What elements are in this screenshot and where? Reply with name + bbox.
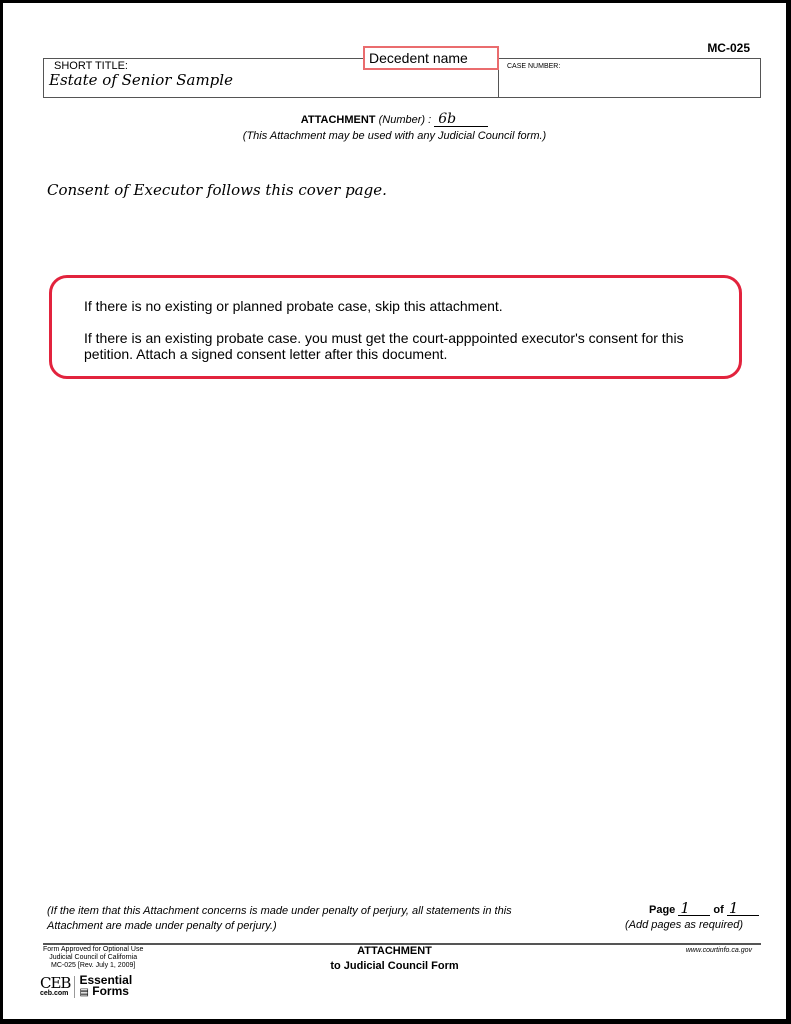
page-number-field[interactable]: 1 bbox=[678, 902, 710, 916]
notice-line-1: If there is no existing or planned probate case, skip this attachment. bbox=[84, 298, 503, 314]
number-label: (Number) : bbox=[378, 114, 432, 126]
approval-line-3: MC-025 [Rev. July 1, 2009] bbox=[51, 962, 136, 969]
footer-title bbox=[3, 944, 786, 974]
notice-line-2: If there is an existing probate case. you must get the court-apppointed executor's consent for this petition. Attach a signed consent letter after this document. bbox=[84, 330, 684, 362]
footer-title-line-2: to Judicial Council Form bbox=[330, 960, 459, 972]
attachment-number-line bbox=[3, 113, 786, 127]
form-page bbox=[3, 3, 786, 1019]
short-title-field[interactable]: Estate of Senior Sample bbox=[49, 71, 233, 89]
page-total-field[interactable]: 1 bbox=[727, 902, 759, 916]
add-pages-note: (Add pages as required) bbox=[625, 919, 744, 931]
case-number-label: CASE NUMBER: bbox=[507, 63, 561, 70]
approval-line-2: Judicial Council of California bbox=[49, 954, 138, 961]
website: www.courtinfo.ca.gov bbox=[685, 947, 752, 954]
consent-text[interactable]: Consent of Executor follows this cover page. bbox=[47, 181, 387, 199]
ceb-logo bbox=[40, 973, 71, 997]
perjury-note: (If the item that this Attachment concerns is made under penalty of perjury, all statements in this Attachment are made under penalty of perjury.) bbox=[47, 905, 512, 932]
forms-wordmark bbox=[79, 986, 132, 998]
of-label: of bbox=[713, 904, 724, 916]
instruction-notice bbox=[49, 275, 742, 379]
ceb-wordmark: CEB bbox=[40, 973, 71, 992]
ceb-site: ceb.com bbox=[40, 989, 69, 997]
logo-separator bbox=[74, 976, 75, 998]
ceb-essential-forms-logo bbox=[40, 975, 132, 998]
form-id: MC-025 bbox=[707, 41, 750, 55]
attachment-label: ATTACHMENT bbox=[300, 114, 376, 126]
approval-line-1: Form Approved for Optional Use bbox=[43, 946, 144, 953]
essential-forms-logo bbox=[79, 975, 132, 998]
forms-label: Forms bbox=[92, 984, 129, 998]
short-title-label: SHORT TITLE: bbox=[54, 60, 128, 72]
attachment-number-field[interactable]: 6b bbox=[434, 113, 488, 127]
decedent-name-callout: Decedent name bbox=[363, 46, 499, 70]
document-icon: ▤ bbox=[79, 987, 89, 998]
attachment-subtitle: (This Attachment may be used with any Judicial Council form.) bbox=[242, 130, 547, 142]
essential-wordmark: Essential bbox=[79, 973, 133, 987]
footer-title-line-1: ATTACHMENT bbox=[357, 945, 432, 957]
page-label: Page bbox=[649, 904, 676, 916]
page-count bbox=[649, 899, 759, 917]
